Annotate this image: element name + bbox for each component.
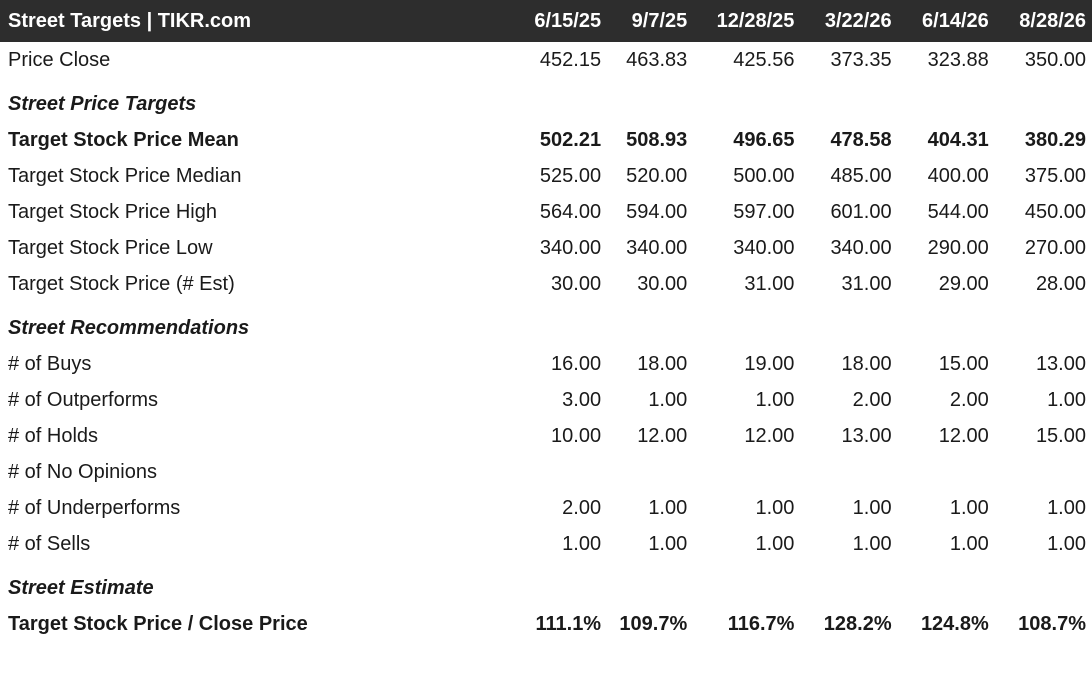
cell-value: 400.00 (927, 164, 989, 187)
cell-value: 323.88 (927, 48, 989, 71)
table-row-buys (0, 346, 1092, 382)
cell-value (800, 454, 897, 490)
cell-value: 340.00 (733, 236, 795, 259)
section-title: Street Recommendations (8, 317, 250, 339)
cell-value: 502.21 (539, 128, 602, 151)
column-header-date: 9/7/25 (631, 9, 688, 32)
cell-value: 375.00 (1024, 164, 1086, 187)
cell-value: 1.00 (852, 496, 892, 519)
cell-value: 1.00 (1047, 388, 1086, 411)
cell-value: 3.00 (562, 388, 602, 411)
cell-value: 28.00 (1035, 272, 1086, 295)
table-row-target-close-ratio (0, 606, 1092, 642)
row-label: Target Stock Price High (8, 200, 217, 223)
cell-value: 13.00 (1035, 352, 1086, 375)
column-header-date: 6/14/26 (922, 9, 989, 32)
cell-value: 380.29 (1024, 128, 1086, 151)
table-header-row (0, 0, 1092, 42)
cell-value: 404.31 (927, 128, 989, 151)
row-label: Target Stock Price Median (8, 164, 242, 187)
cell-value: 1.00 (648, 532, 688, 555)
cell-value: 12.00 (938, 424, 989, 447)
cell-value: 1.00 (755, 496, 795, 519)
table-row-target-median (0, 158, 1092, 194)
row-label: # of No Opinions (8, 460, 157, 483)
cell-value: 425.56 (733, 48, 795, 71)
cell-value: 1.00 (949, 532, 989, 555)
table-row-sells (0, 526, 1092, 562)
cell-value: 597.00 (733, 200, 795, 223)
cell-value: 350.00 (1024, 48, 1086, 71)
cell-value: 340.00 (539, 236, 602, 259)
section-title: Street Estimate (8, 577, 154, 599)
cell-value: 1.00 (755, 388, 795, 411)
section-title: Street Price Targets (8, 93, 197, 115)
cell-value: 452.15 (539, 48, 602, 71)
cell-value: 340.00 (830, 236, 892, 259)
cell-value: 18.00 (841, 352, 892, 375)
cell-value: 450.00 (1024, 200, 1086, 223)
table-title: Street Targets | TIKR.com (8, 9, 252, 32)
row-label: Target Stock Price (# Est) (8, 272, 235, 295)
cell-value: 29.00 (938, 272, 989, 295)
cell-value: 520.00 (626, 164, 688, 187)
row-label: Target Stock Price Low (8, 236, 213, 259)
table-row-underperforms (0, 490, 1092, 526)
table-row-target-low (0, 230, 1092, 266)
cell-value: 10.00 (551, 424, 602, 447)
cell-value: 30.00 (551, 272, 602, 295)
cell-value: 1.00 (755, 532, 795, 555)
column-header-date: 8/28/26 (1019, 9, 1086, 32)
cell-value: 508.93 (626, 128, 688, 151)
cell-value: 500.00 (733, 164, 795, 187)
row-label: # of Holds (8, 424, 99, 447)
cell-value: 12.00 (637, 424, 688, 447)
table-row-no-opinions (0, 454, 1092, 490)
cell-value: 1.00 (1047, 532, 1086, 555)
section-header-price-targets (0, 78, 1092, 122)
row-label: # of Sells (8, 532, 91, 555)
table-row-outperforms (0, 382, 1092, 418)
cell-value: 15.00 (938, 352, 989, 375)
cell-value: 12.00 (744, 424, 795, 447)
cell-value: 31.00 (841, 272, 892, 295)
table-row-target-mean (0, 122, 1092, 158)
table-row-holds (0, 418, 1092, 454)
cell-value: 1.00 (852, 532, 892, 555)
cell-value: 564.00 (539, 200, 602, 223)
table-row-target-high (0, 194, 1092, 230)
table-row-price-close (0, 42, 1092, 78)
cell-value: 373.35 (830, 48, 892, 71)
cell-value (505, 454, 607, 490)
cell-value (607, 454, 693, 490)
section-header-estimate (0, 562, 1092, 606)
row-label: Target Stock Price Mean (8, 128, 239, 151)
cell-value: 18.00 (637, 352, 688, 375)
cell-value: 601.00 (830, 200, 892, 223)
cell-value: 109.7% (619, 612, 688, 635)
table-row-target-est-count (0, 266, 1092, 302)
column-header-date: 6/15/25 (534, 9, 602, 32)
cell-value: 30.00 (637, 272, 688, 295)
cell-value: 16.00 (551, 352, 602, 375)
cell-value: 111.1% (535, 612, 602, 635)
cell-value (898, 454, 995, 490)
cell-value (995, 454, 1092, 490)
cell-value: 108.7% (1018, 612, 1086, 635)
cell-value: 1.00 (562, 532, 602, 555)
cell-value: 128.2% (823, 612, 892, 635)
cell-value: 496.65 (733, 128, 795, 151)
row-label: # of Underperforms (8, 496, 181, 519)
row-label: Target Stock Price / Close Price (8, 612, 308, 635)
cell-value: 1.00 (648, 388, 688, 411)
cell-value: 290.00 (927, 236, 989, 259)
cell-value: 31.00 (744, 272, 795, 295)
cell-value: 2.00 (562, 496, 602, 519)
row-label: # of Outperforms (8, 388, 159, 411)
cell-value: 2.00 (949, 388, 989, 411)
cell-value: 485.00 (830, 164, 892, 187)
cell-value: 478.58 (830, 128, 892, 151)
row-label: Price Close (8, 48, 111, 71)
cell-value (693, 454, 800, 490)
cell-value: 544.00 (927, 200, 989, 223)
cell-value: 270.00 (1024, 236, 1086, 259)
column-header-date: 3/22/26 (824, 9, 892, 32)
cell-value: 340.00 (626, 236, 688, 259)
cell-value: 15.00 (1035, 424, 1086, 447)
column-header-date: 12/28/25 (716, 9, 795, 32)
section-header-recommendations (0, 302, 1092, 346)
cell-value: 124.8% (920, 612, 989, 635)
cell-value: 1.00 (648, 496, 688, 519)
cell-value: 19.00 (744, 352, 795, 375)
cell-value: 1.00 (1047, 496, 1086, 519)
cell-value: 1.00 (949, 496, 989, 519)
cell-value: 116.7% (727, 612, 795, 635)
cell-value: 13.00 (841, 424, 892, 447)
cell-value: 525.00 (539, 164, 602, 187)
cell-value: 594.00 (626, 200, 688, 223)
row-label: # of Buys (8, 352, 92, 375)
cell-value: 463.83 (626, 48, 688, 71)
cell-value: 2.00 (852, 388, 892, 411)
